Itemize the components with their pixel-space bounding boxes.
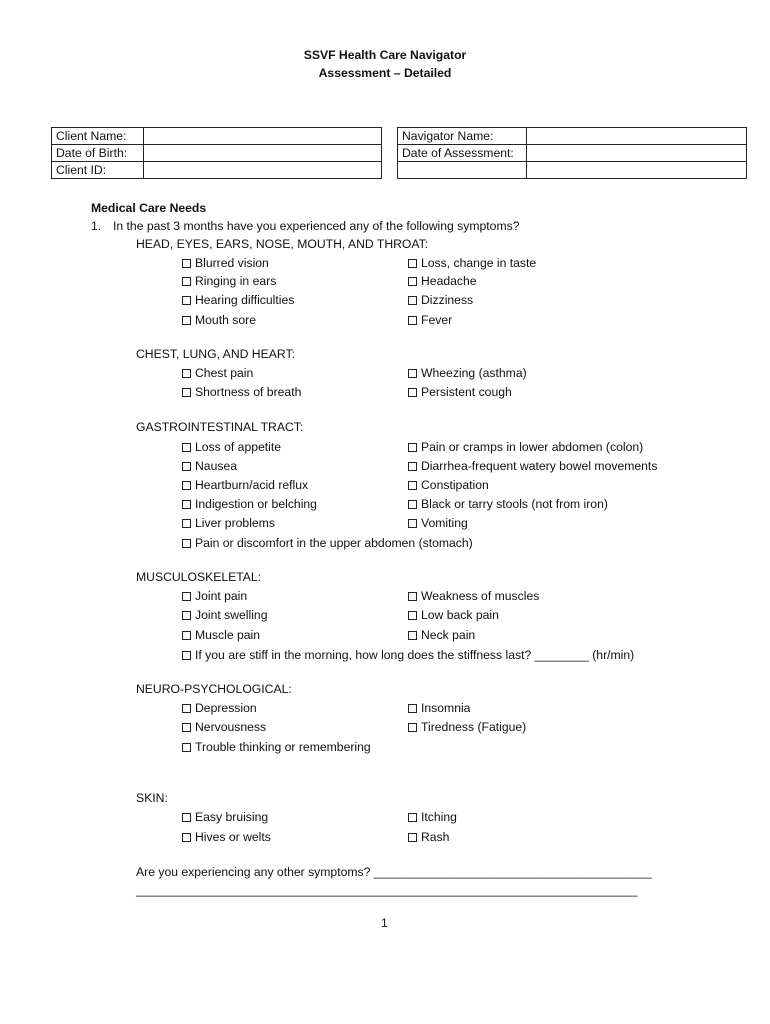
checkbox-icon[interactable] <box>182 631 191 640</box>
checkbox-icon[interactable] <box>408 388 417 397</box>
checkbox-icon[interactable] <box>182 539 191 548</box>
date-of-assessment-field[interactable] <box>527 145 747 162</box>
checkbox-icon[interactable] <box>182 259 191 268</box>
checkbox-item[interactable]: Weakness of muscles <box>408 589 539 603</box>
checkbox-item[interactable]: Chest pain <box>182 366 253 380</box>
navigator-name-field[interactable] <box>527 128 747 145</box>
group-title-gi: GASTROINTESTINAL TRACT: <box>136 420 304 434</box>
checkbox-icon[interactable] <box>182 388 191 397</box>
date-of-assessment-label: Date of Assessment: <box>398 145 527 162</box>
checkbox-item[interactable]: Blurred vision <box>182 256 269 270</box>
checkbox-item[interactable]: Constipation <box>408 478 489 492</box>
group-title-skin: SKIN: <box>136 791 168 805</box>
checkbox-icon[interactable] <box>408 296 417 305</box>
page-subtitle: Assessment – Detailed <box>318 66 452 80</box>
page-number: 1 <box>381 916 388 930</box>
checkbox-item[interactable]: Nausea <box>182 459 237 473</box>
blank-field-cell[interactable] <box>527 162 747 179</box>
question-number: 1. <box>91 219 102 233</box>
checkbox-item[interactable]: Wheezing (asthma) <box>408 366 527 380</box>
checkbox-item[interactable]: Fever <box>408 313 452 327</box>
checkbox-item[interactable]: Easy bruising <box>182 810 268 824</box>
group-title-chest: CHEST, LUNG, AND HEART: <box>136 347 295 361</box>
checkbox-icon[interactable] <box>182 592 191 601</box>
checkbox-item[interactable]: Mouth sore <box>182 313 256 327</box>
checkbox-item[interactable]: Pain or cramps in lower abdomen (colon) <box>408 440 643 454</box>
checkbox-icon[interactable] <box>182 277 191 286</box>
checkbox-item[interactable]: Trouble thinking or remembering <box>182 740 371 754</box>
checkbox-icon[interactable] <box>408 833 417 842</box>
checkbox-icon[interactable] <box>182 704 191 713</box>
checkbox-item[interactable]: Liver problems <box>182 516 275 530</box>
other-symptoms-prompt[interactable]: Are you experiencing any other symptoms? _________________________________________ <box>136 865 652 879</box>
checkbox-icon[interactable] <box>182 316 191 325</box>
checkbox-icon[interactable] <box>182 296 191 305</box>
checkbox-item[interactable]: Heartburn/acid reflux <box>182 478 308 492</box>
checkbox-item[interactable]: Loss, change in taste <box>408 256 536 270</box>
checkbox-icon[interactable] <box>182 813 191 822</box>
checkbox-icon[interactable] <box>408 723 417 732</box>
checkbox-icon[interactable] <box>408 259 417 268</box>
client-id-field[interactable] <box>144 162 382 179</box>
checkbox-icon[interactable] <box>408 611 417 620</box>
checkbox-icon[interactable] <box>408 462 417 471</box>
checkbox-icon[interactable] <box>408 592 417 601</box>
checkbox-item[interactable]: Vomiting <box>408 516 468 530</box>
client-info-table <box>51 127 382 179</box>
other-symptoms-line[interactable]: __________________________________________________________________________ <box>136 883 638 897</box>
checkbox-item[interactable]: Pain or discomfort in the upper abdomen (stomach) <box>182 536 473 550</box>
client-name-field[interactable] <box>144 128 382 145</box>
checkbox-icon[interactable] <box>182 500 191 509</box>
question-text: In the past 3 months have you experienced any of the following symptoms? <box>113 219 520 233</box>
client-id-label: Client ID: <box>52 162 144 179</box>
checkbox-item[interactable]: Insomnia <box>408 701 470 715</box>
checkbox-item[interactable]: Ringing in ears <box>182 274 276 288</box>
checkbox-item[interactable]: Black or tarry stools (not from iron) <box>408 497 608 511</box>
checkbox-item[interactable]: Persistent cough <box>408 385 512 399</box>
checkbox-icon[interactable] <box>408 519 417 528</box>
checkbox-icon[interactable] <box>408 813 417 822</box>
checkbox-icon[interactable] <box>182 833 191 842</box>
checkbox-icon[interactable] <box>408 704 417 713</box>
checkbox-item[interactable]: Hearing difficulties <box>182 293 294 307</box>
page-title: SSVF Health Care Navigator <box>303 48 467 62</box>
checkbox-icon[interactable] <box>182 611 191 620</box>
checkbox-icon[interactable] <box>182 369 191 378</box>
checkbox-icon[interactable] <box>408 316 417 325</box>
checkbox-item[interactable]: Depression <box>182 701 257 715</box>
checkbox-item[interactable]: Shortness of breath <box>182 385 301 399</box>
checkbox-icon[interactable] <box>182 481 191 490</box>
checkbox-icon[interactable] <box>408 631 417 640</box>
checkbox-item[interactable]: Indigestion or belching <box>182 497 317 511</box>
group-title-neuro: NEURO-PSYCHOLOGICAL: <box>136 682 292 696</box>
checkbox-icon[interactable] <box>408 443 417 452</box>
checkbox-icon[interactable] <box>408 369 417 378</box>
checkbox-item[interactable]: Hives or welts <box>182 830 271 844</box>
checkbox-item[interactable]: Itching <box>408 810 457 824</box>
checkbox-icon[interactable] <box>182 723 191 732</box>
checkbox-item[interactable]: Nervousness <box>182 720 266 734</box>
date-of-birth-field[interactable] <box>144 145 382 162</box>
checkbox-icon[interactable] <box>182 651 191 660</box>
checkbox-icon[interactable] <box>182 443 191 452</box>
checkbox-item[interactable]: Loss of appetite <box>182 440 281 454</box>
checkbox-item[interactable]: Joint pain <box>182 589 247 603</box>
checkbox-icon[interactable] <box>408 277 417 286</box>
checkbox-item[interactable]: Muscle pain <box>182 628 260 642</box>
blank-label-cell <box>398 162 527 179</box>
checkbox-icon[interactable] <box>182 462 191 471</box>
checkbox-item[interactable]: Diarrhea-frequent watery bowel movements <box>408 459 657 473</box>
checkbox-item[interactable]: Rash <box>408 830 449 844</box>
section-heading: Medical Care Needs <box>91 201 207 215</box>
navigator-name-label: Navigator Name: <box>398 128 527 145</box>
checkbox-item[interactable]: Neck pain <box>408 628 475 642</box>
checkbox-icon[interactable] <box>408 500 417 509</box>
checkbox-item[interactable]: Tiredness (Fatigue) <box>408 720 526 734</box>
checkbox-icon[interactable] <box>182 519 191 528</box>
checkbox-item[interactable]: Headache <box>408 274 477 288</box>
checkbox-item[interactable]: Low back pain <box>408 608 499 622</box>
checkbox-item[interactable]: Dizziness <box>408 293 473 307</box>
group-title-musculoskeletal: MUSCULOSKELETAL: <box>136 570 262 584</box>
checkbox-item[interactable]: If you are stiff in the morning, how long does the stiffness last? ________ (hr/min) <box>182 648 634 662</box>
date-of-birth-label: Date of Birth: <box>52 145 144 162</box>
checkbox-item[interactable]: Joint swelling <box>182 608 267 622</box>
navigator-info-table <box>397 127 747 179</box>
checkbox-icon[interactable] <box>182 743 191 752</box>
checkbox-icon[interactable] <box>408 481 417 490</box>
client-name-label: Client Name: <box>52 128 144 145</box>
group-title-head: HEAD, EYES, EARS, NOSE, MOUTH, AND THROAT: <box>136 237 429 251</box>
